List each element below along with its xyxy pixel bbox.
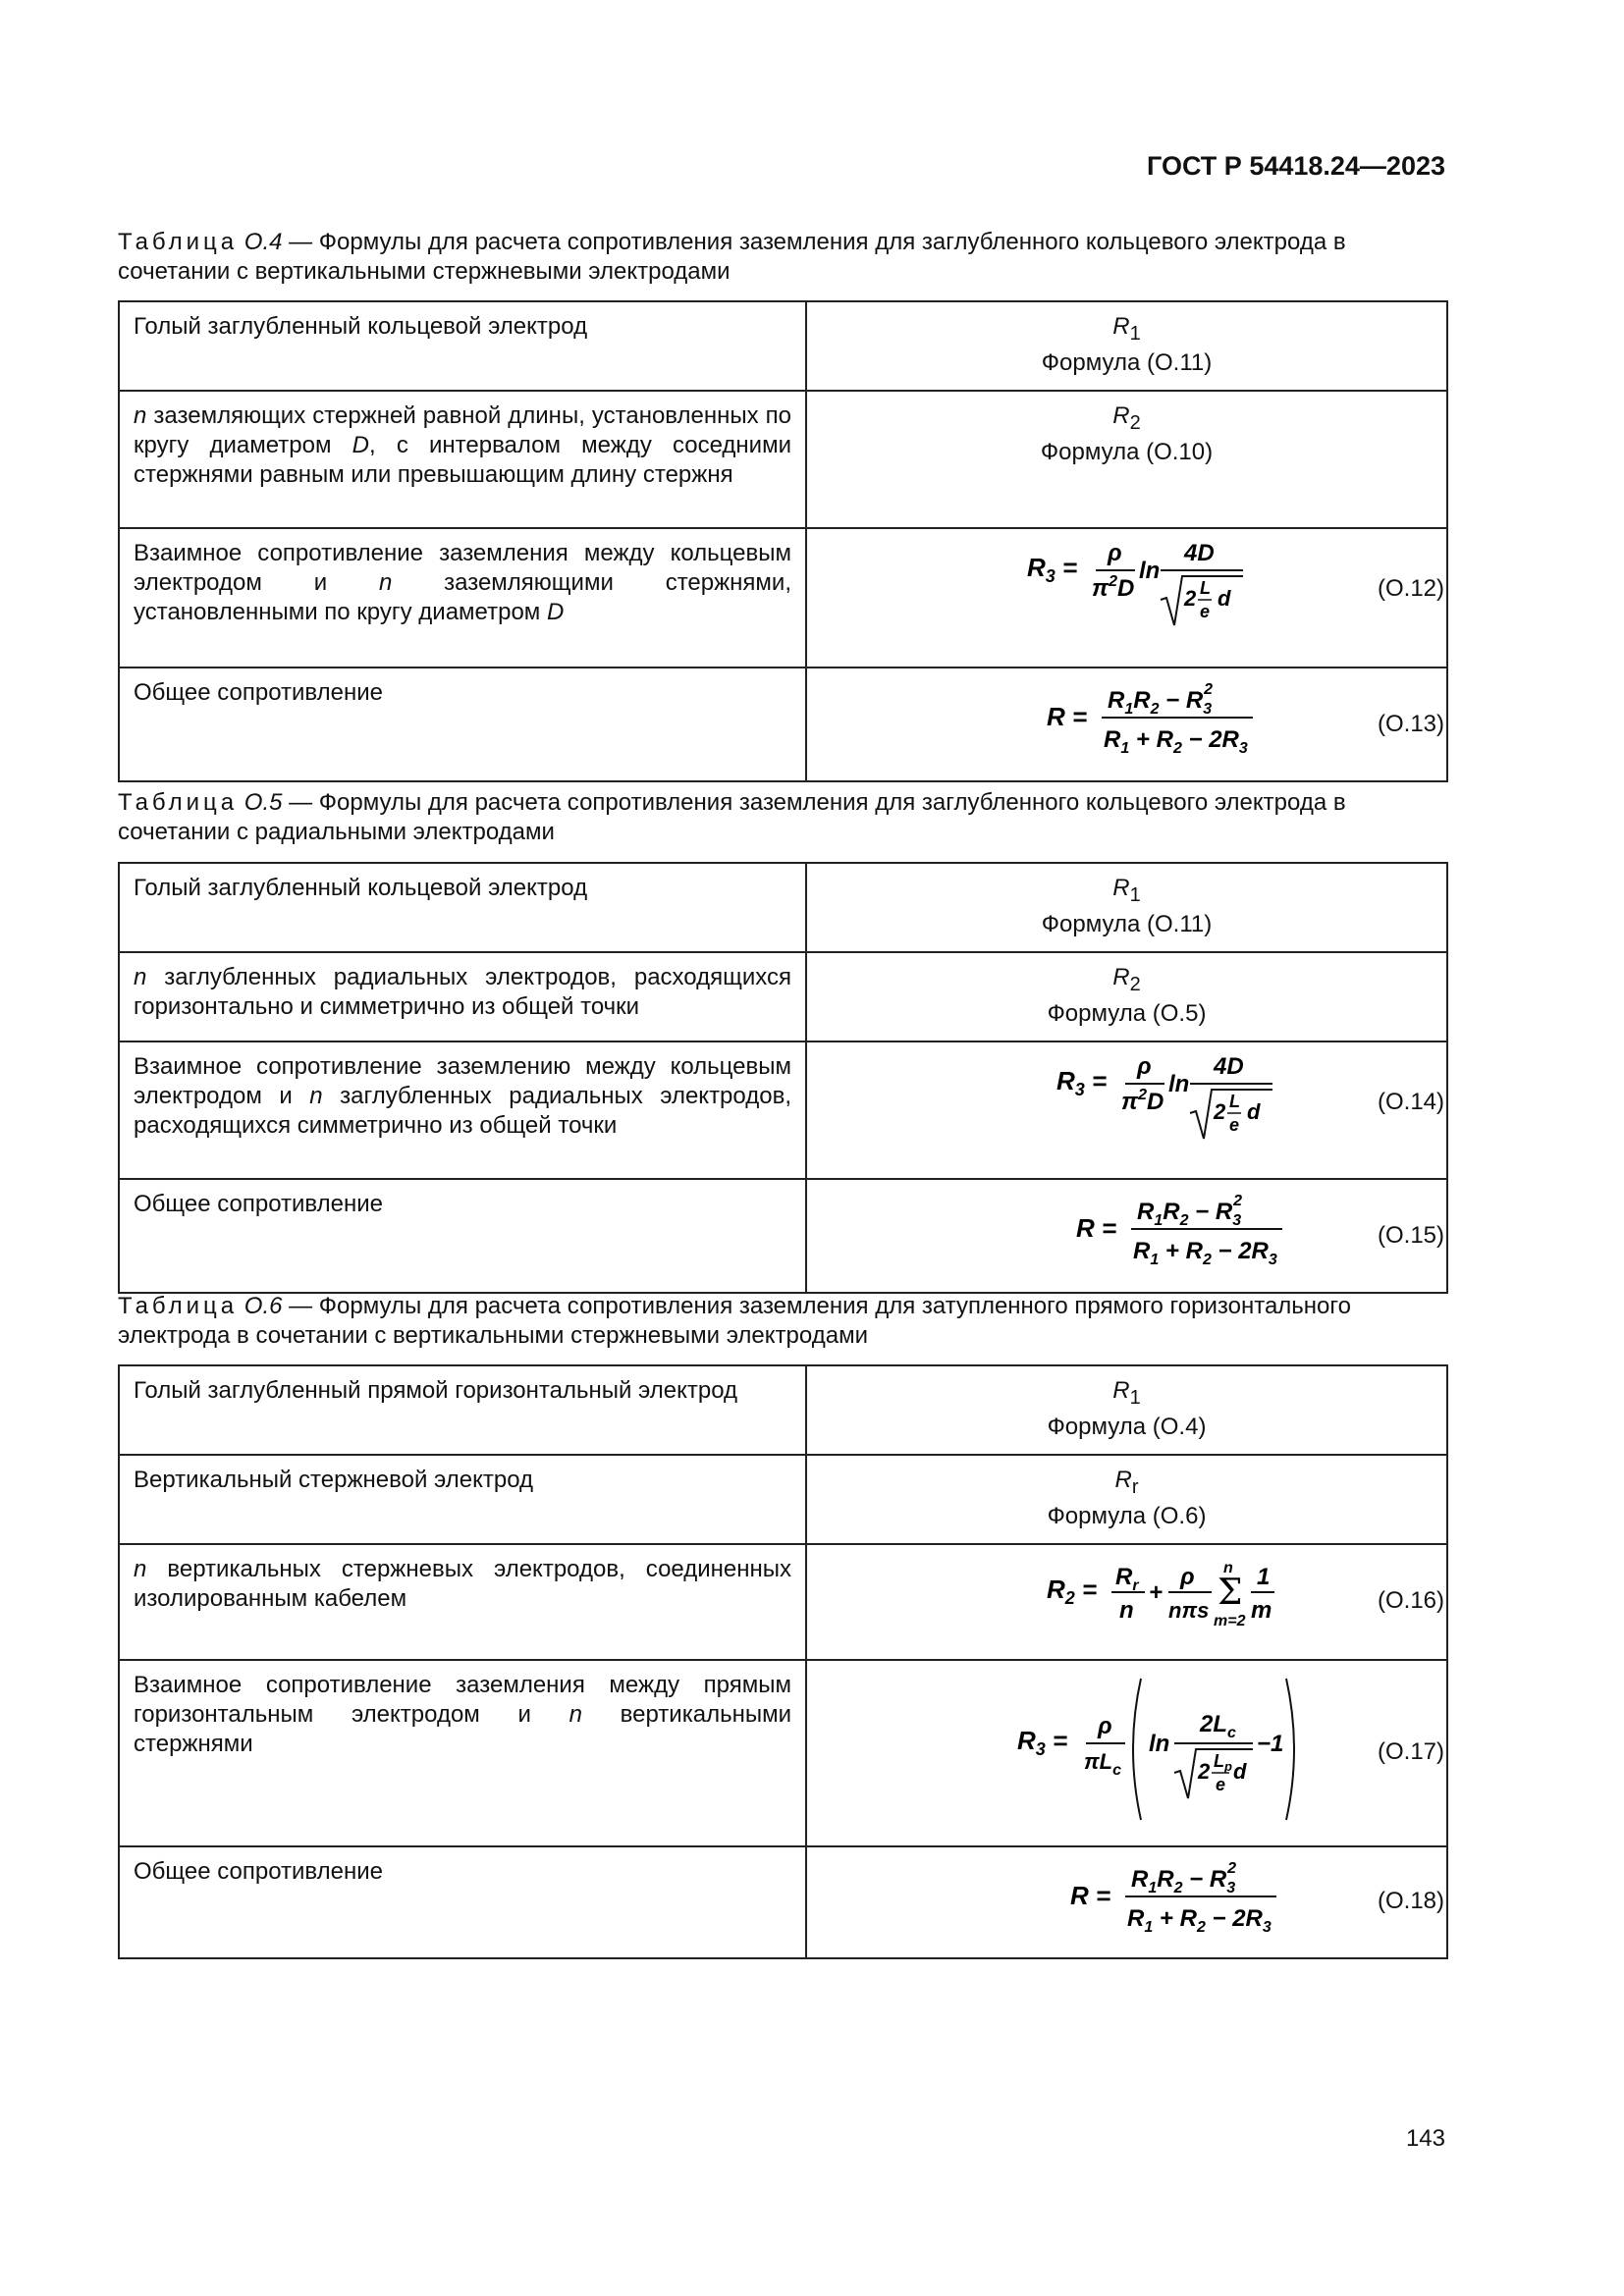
equation-number: (О.13) bbox=[1377, 710, 1444, 737]
table-row bbox=[119, 952, 1447, 1041]
svg-text:2: 2 bbox=[1198, 1758, 1211, 1784]
equation-number: (О.17) bbox=[1377, 1737, 1444, 1765]
formula-o13 bbox=[1047, 678, 1263, 761]
symbol: $R_r$ bbox=[1114, 1466, 1139, 1498]
row-formula bbox=[806, 528, 1447, 667]
equation-number: (О.14) bbox=[1377, 1088, 1444, 1115]
formula-ref: Формула (О.11) bbox=[1041, 910, 1213, 937]
table-caption-o5 bbox=[118, 788, 1445, 847]
row-formula bbox=[806, 1544, 1447, 1660]
row-description: Взаимное сопротивление заземлению между кольцевым электродом и n заглубленных радиальных электродов, расходящихся симметрично из общей точки bbox=[119, 1041, 806, 1179]
formula-ref: Формула (О.5) bbox=[1047, 999, 1207, 1027]
table-row bbox=[119, 1179, 1447, 1293]
svg-text:d: d bbox=[1233, 1758, 1247, 1784]
svg-text:2Lc: $2L_c$ bbox=[1200, 1710, 1236, 1741]
svg-text:d: d bbox=[1247, 1098, 1261, 1124]
table-o6 bbox=[118, 1364, 1448, 1959]
svg-text:d: d bbox=[1218, 585, 1231, 611]
svg-text:Rr: $R_r$ bbox=[1115, 1563, 1139, 1594]
svg-text:π2D: $\pi^2D$ bbox=[1121, 1086, 1164, 1115]
svg-text:ln: ln bbox=[1149, 1730, 1170, 1757]
equation-number: (О.15) bbox=[1377, 1221, 1444, 1249]
formula-o14 bbox=[1056, 1052, 1312, 1150]
svg-text:π2D: $\pi^2D$ bbox=[1092, 572, 1135, 602]
table-o5 bbox=[118, 862, 1448, 1294]
formula-o17 bbox=[1017, 1671, 1302, 1828]
caption-id: О.4 bbox=[244, 229, 283, 255]
formula-ref: Формула (О.4) bbox=[1047, 1413, 1207, 1440]
row-formula bbox=[806, 1041, 1447, 1179]
svg-text:e: e bbox=[1216, 1774, 1226, 1794]
svg-text:R1R2 − R32: $R_1R_2 - R_32$ bbox=[1108, 680, 1213, 718]
svg-text:R3 =: $R_3$ = bbox=[1017, 1725, 1068, 1759]
svg-text:R3 =: $R_3$ = bbox=[1027, 552, 1078, 586]
row-description: Голый заглубленный кольцевой электрод bbox=[119, 863, 806, 952]
row-description: Голый заглубленный прямой горизонтальный электрод bbox=[119, 1365, 806, 1455]
svg-text:n: n bbox=[1223, 1559, 1233, 1576]
document-code: ГОСТ Р 54418.24—2023 bbox=[1147, 151, 1445, 181]
svg-text:R1R2 − R32: $R_1R_2 - R_32$ bbox=[1137, 1192, 1242, 1229]
svg-text:Lp: $L_p$ bbox=[1214, 1750, 1232, 1774]
formula-ref: Формула (О.11) bbox=[1041, 348, 1213, 376]
table-row bbox=[119, 1846, 1447, 1958]
caption-lead: Таблица bbox=[118, 1293, 239, 1319]
svg-text:4D: 4D bbox=[1214, 1052, 1244, 1080]
svg-text:2: 2 bbox=[1214, 1098, 1226, 1124]
svg-text:Σ: Σ bbox=[1218, 1572, 1243, 1613]
caption-id: О.6 bbox=[244, 1293, 283, 1319]
row-formula bbox=[806, 1179, 1447, 1293]
table-o4 bbox=[118, 300, 1448, 782]
svg-text:πLc: $\pi L_c$ bbox=[1084, 1748, 1122, 1779]
caption-lead: Таблица bbox=[118, 789, 239, 816]
svg-text:ρ: ρ bbox=[1108, 539, 1122, 566]
table-row bbox=[119, 301, 1447, 391]
caption-text: — Формулы для расчета сопротивления заземления для заглубленного кольцевого электрода в сочетании с вертикальными стержневыми электродами bbox=[118, 229, 1346, 285]
svg-text:e: e bbox=[1200, 601, 1211, 621]
row-reference bbox=[806, 391, 1447, 528]
equation-number: (О.16) bbox=[1377, 1586, 1444, 1614]
formula-o18 bbox=[1070, 1857, 1286, 1940]
symbol: $R_1$ bbox=[1112, 1377, 1141, 1409]
table-row bbox=[119, 1544, 1447, 1660]
svg-text:R3 =: $R_3$ = bbox=[1056, 1065, 1108, 1099]
row-reference bbox=[806, 301, 1447, 391]
svg-text:−1: −1 bbox=[1257, 1730, 1284, 1757]
equation-number: (О.18) bbox=[1377, 1887, 1444, 1914]
svg-text:nπs: nπs bbox=[1168, 1597, 1210, 1623]
table-caption-o4 bbox=[118, 228, 1445, 287]
svg-text:R =: R = bbox=[1076, 1212, 1117, 1243]
formula-o15 bbox=[1076, 1190, 1292, 1272]
caption-text: — Формулы для расчета сопротивления заземления для заглубленного кольцевого электрода в сочетании с радиальными электродами bbox=[118, 789, 1346, 845]
svg-text:2: 2 bbox=[1184, 585, 1197, 611]
row-description: Взаимное сопротивление заземления между кольцевым электродом и n заземляющими стержнями, установленными по кругу диаметром D bbox=[119, 528, 806, 667]
table-row bbox=[119, 391, 1447, 528]
svg-text:R =: R = bbox=[1047, 701, 1088, 731]
table-row bbox=[119, 667, 1447, 781]
row-reference bbox=[806, 1365, 1447, 1455]
row-description: Общее сопротивление bbox=[119, 1846, 806, 1958]
formula-ref: Формула (О.6) bbox=[1047, 1502, 1207, 1529]
svg-text:ρ: ρ bbox=[1137, 1052, 1152, 1080]
svg-text:R1 + R2 − 2R3: $R_1 + R_2 - 2R_3$ bbox=[1127, 1904, 1272, 1936]
row-formula bbox=[806, 1846, 1447, 1958]
svg-text:1: 1 bbox=[1257, 1563, 1271, 1590]
row-description: n заглубленных радиальных электродов, расходящихся горизонтально и симметрично из общей точки bbox=[119, 952, 806, 1041]
row-description: n вертикальных стержневых электродов, соединенных изолированным кабелем bbox=[119, 1544, 806, 1660]
table-row bbox=[119, 1041, 1447, 1179]
svg-text:m: m bbox=[1251, 1596, 1272, 1624]
row-description: Голый заглубленный кольцевой электрод bbox=[119, 301, 806, 391]
svg-text:+: + bbox=[1149, 1578, 1164, 1606]
svg-text:ln: ln bbox=[1168, 1070, 1190, 1097]
svg-text:ln: ln bbox=[1139, 557, 1161, 584]
row-formula bbox=[806, 667, 1447, 781]
caption-text: — Формулы для расчета сопротивления заземления для затупленного прямого горизонтального электрода в сочетании с вертикальными стержневыми электродами bbox=[118, 1293, 1351, 1349]
row-formula bbox=[806, 1660, 1447, 1846]
formula-o12 bbox=[1027, 539, 1282, 637]
row-description: Взаимное сопротивление заземления между прямым горизонтальным электродом и n вертикальными стержнями bbox=[119, 1660, 806, 1846]
svg-text:L: L bbox=[1200, 577, 1211, 598]
svg-text:R1 + R2 − 2R3: $R_1 + R_2 - 2R_3$ bbox=[1133, 1237, 1277, 1268]
symbol: $R_2$ bbox=[1112, 401, 1141, 434]
table-caption-o6 bbox=[118, 1292, 1445, 1351]
table-row bbox=[119, 1365, 1447, 1455]
caption-id: О.5 bbox=[244, 789, 283, 816]
svg-text:e: e bbox=[1229, 1114, 1240, 1135]
svg-text:R2 =: $R_2$ = bbox=[1047, 1574, 1098, 1608]
equation-number: (О.12) bbox=[1377, 574, 1444, 602]
svg-text:m=2: m=2 bbox=[1214, 1612, 1246, 1629]
formula-o16 bbox=[1047, 1555, 1292, 1643]
svg-text:ρ: ρ bbox=[1098, 1712, 1112, 1739]
symbol: $R_2$ bbox=[1112, 963, 1141, 995]
svg-text:ρ: ρ bbox=[1180, 1563, 1195, 1590]
row-description: Вертикальный стержневой электрод bbox=[119, 1455, 806, 1544]
svg-text:L: L bbox=[1229, 1091, 1240, 1111]
row-description: n заземляющих стержней равной длины, установленных по кругу диаметром D, с интервалом между соседними стержнями равным или превышающим длину стержня bbox=[119, 391, 806, 528]
row-reference bbox=[806, 952, 1447, 1041]
table-row bbox=[119, 1660, 1447, 1846]
symbol: $R_1$ bbox=[1112, 313, 1141, 345]
svg-text:4D: 4D bbox=[1184, 539, 1215, 566]
row-reference bbox=[806, 863, 1447, 952]
symbol: $R_1$ bbox=[1112, 875, 1141, 906]
row-description: Общее сопротивление bbox=[119, 667, 806, 781]
table-row bbox=[119, 528, 1447, 667]
svg-text:n: n bbox=[1119, 1596, 1134, 1624]
table-row bbox=[119, 1455, 1447, 1544]
svg-text:R1 + R2 − 2R3: $R_1 + R_2 - 2R_3$ bbox=[1104, 725, 1248, 757]
svg-text:R =: R = bbox=[1070, 1880, 1111, 1910]
row-description: Общее сопротивление bbox=[119, 1179, 806, 1293]
svg-text:R1R2 − R32: $R_1R_2 - R_32$ bbox=[1131, 1859, 1236, 1896]
formula-ref: Формула (О.10) bbox=[1040, 438, 1214, 465]
table-row bbox=[119, 863, 1447, 952]
page-number: 143 bbox=[1405, 2125, 1445, 2152]
row-reference bbox=[806, 1455, 1447, 1544]
caption-lead: Таблица bbox=[118, 229, 239, 255]
